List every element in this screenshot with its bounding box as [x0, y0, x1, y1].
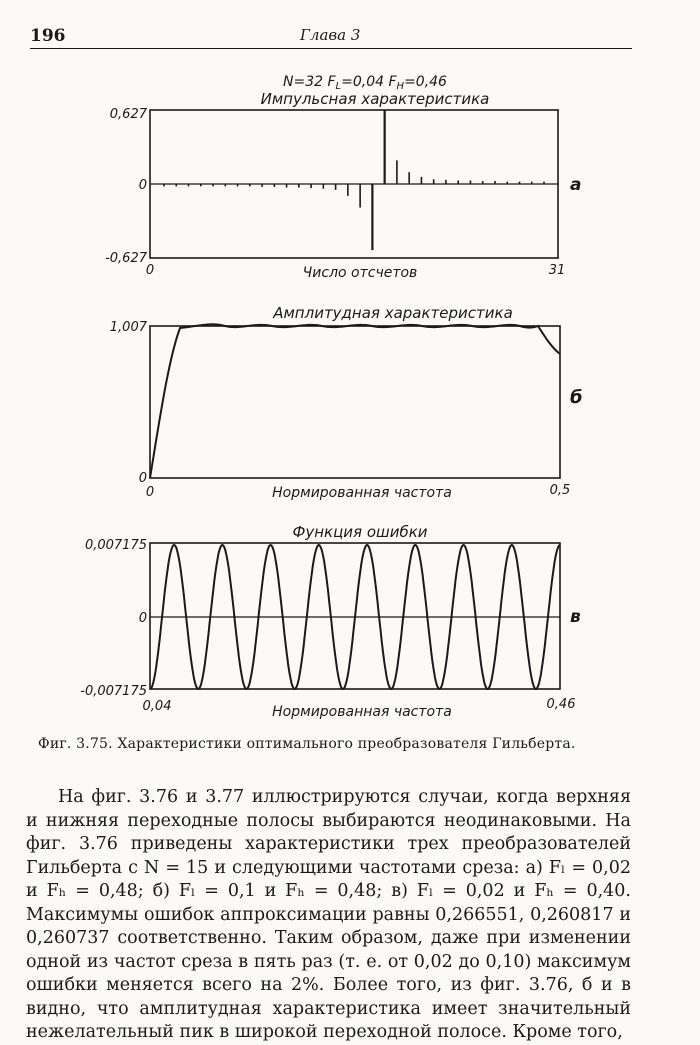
body-text	[26, 786, 631, 1045]
impulse-xlabel: Число отсчетов	[302, 265, 418, 281]
amplitude-title: Амплитудная характеристика	[273, 304, 513, 322]
amplitude-ytick-zero: 0	[138, 471, 147, 486]
figure-caption: Фиг. 3.75. Характеристики оптимального преобразователя Гильберта.	[38, 736, 576, 752]
panel-label-a: а	[570, 175, 582, 195]
impulse-chart	[105, 74, 581, 281]
error-ytick-bottom: -0,007175	[80, 684, 147, 699]
error-chart	[80, 523, 581, 720]
amplitude-xtick-end: 0,5	[549, 483, 571, 498]
amplitude-xlabel: Нормированная частота	[272, 485, 452, 501]
impulse-xtick-end: 31	[548, 263, 566, 278]
paragraph: На фиг. 3.76 и 3.77 иллюстрируются случаи, когда верхняя и нижняя переходные полосы выбираются неодинаковыми. На фиг. 3.76 приведены характеристики трех преобразователей Гильберта с N = 15 и следующими частотами среза: а) Fₗ = 0,02 и Fₕ = 0,48; б) Fₗ = 0,1 и Fₕ = 0,48; в) Fₗ = 0,02 и Fₕ = 0,40. Максимумы ошибок аппроксимации равны 0,266551, 0,260817 и 0,260737 соответственно. Таким образом, даже при изменении одной из частот среза в пять раз (т. е. от 0,02 до 0,10) максимум ошибки меняется всего на 2%. Более того, из фиг. 3.76, б и в видно, что амплитудная характеристика имеет значительный нежелательный пик в широкой переходной полосе. Кроме того,	[26, 787, 631, 1042]
error-xlabel: Нормированная частота	[272, 704, 452, 720]
error-ytick-zero: 0	[138, 611, 147, 626]
impulse-title: Импульсная характеристика	[260, 90, 490, 108]
panel-label-c: в	[570, 607, 581, 627]
running-head: Глава 3	[300, 26, 361, 44]
amplitude-ytick-top: 1,007	[109, 320, 147, 335]
amplitude-curve	[150, 324, 560, 478]
amplitude-chart	[110, 304, 583, 501]
impulse-params: N=32 $F_L=0,04$ $F_H=0,46$	[283, 74, 447, 92]
impulse-xtick-start: 0	[145, 263, 155, 278]
amplitude-xtick-start: 0	[145, 485, 155, 500]
panel-label-b: б	[570, 387, 583, 408]
error-ytick-top: 0,007175	[84, 538, 147, 553]
impulse-ytick-bottom: -0,627	[105, 251, 147, 266]
impulse-stems	[164, 110, 544, 250]
page-number: 196	[30, 26, 66, 46]
error-xtick-start: 0,04	[142, 699, 172, 714]
impulse-ytick-top: 0,627	[109, 107, 147, 122]
impulse-ytick-zero: 0	[138, 178, 147, 193]
amplitude-frame	[150, 326, 560, 478]
error-title: Функция ошибки	[292, 523, 428, 541]
error-xtick-end: 0,46	[546, 697, 576, 712]
